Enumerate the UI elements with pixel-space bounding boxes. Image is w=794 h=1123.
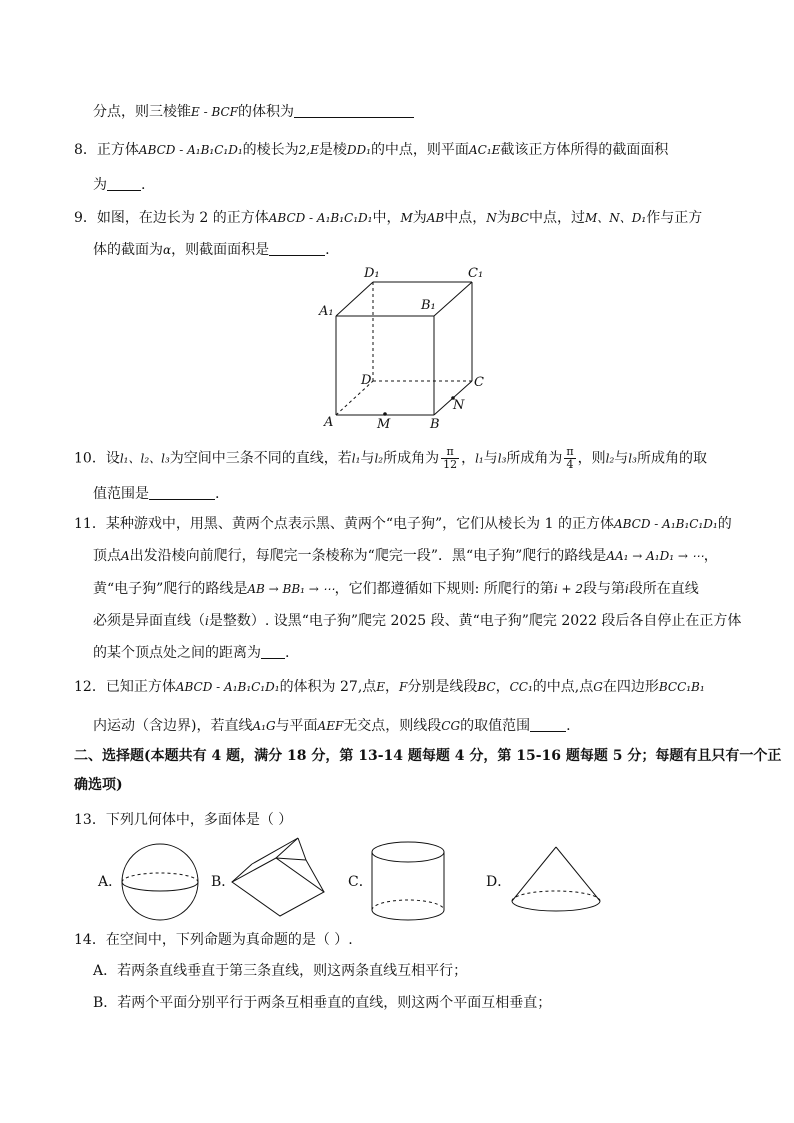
q14-line: 14．在空间中，下列命题为真命题的是（ ）. <box>74 932 353 948</box>
q10-line1: 10．设l₁、l₂、l₃为空间中三条不同的直线，若l₁与l₂所成角为 $\frac{\pi}{12}$ ，l₁与l₃所成角为 $\frac{\pi}{4}$ ，则l₂与l₃所成角的取 <box>74 445 707 471</box>
q11-line5: 的某个顶点处之间的距离为 . <box>93 645 290 661</box>
cone-icon <box>510 845 602 915</box>
section2-title: 二、选择题(本题共有 4 题，满分 18 分，第 13-14 题每题 4 分，第 15-16 题每题 5 分；每题有且只有一个正 <box>74 748 782 764</box>
q14-option-b[interactable]: B．若两个平面分别平行于两条互相垂直的直线，则这两个平面互相垂直； <box>93 995 552 1011</box>
q12-answer-blank[interactable] <box>530 717 566 732</box>
q12-line1: 12．已知正方体ABCD - A₁B₁C₁D₁的体积为 27,点E，F分别是线段BC，CC₁的中点,点G在四边形BCC₁B₁ <box>74 679 705 695</box>
section2-title-cont: 确选项) <box>74 777 123 793</box>
fraction-pi-4: $\frac{\pi}{4}$ <box>566 445 574 471</box>
label-n: N <box>453 398 465 413</box>
q9-line1: 9．如图，在边长为 2 的正方体ABCD - A₁B₁C₁D₁中，M为AB中点，N为BC中点，过M、N、D₁作与正方 <box>74 210 703 226</box>
q13-number: 13． <box>74 812 106 828</box>
q13-option-d[interactable]: D． <box>486 874 512 890</box>
q11-line3: 黄“电子狗”爬行的路线是AB → BB₁ → ⋯，它们都遵循如下规则: 所爬行的第i + 2段与第i段所在直线 <box>93 581 699 597</box>
q7-text2: 的体积为 <box>238 104 294 120</box>
q7-math: E - BCF <box>191 105 238 119</box>
q7-answer-blank[interactable] <box>294 103 414 118</box>
q10-line2: 值范围是 . <box>93 486 220 502</box>
q7-text: 分点，则三棱锥 <box>93 104 191 120</box>
sphere-icon <box>120 842 200 922</box>
q13-line: 13．下列几何体中，多面体是（ ） <box>74 812 293 828</box>
q13-option-c[interactable]: C． <box>348 874 373 890</box>
label-b: B <box>430 417 440 432</box>
q14-option-a[interactable]: A．若两条直线垂直于第三条直线，则这两条直线互相平行； <box>93 963 468 979</box>
label-b1: B₁ <box>421 298 436 313</box>
q9-line2: 体的截面为α，则截面面积是 . <box>93 242 330 258</box>
cylinder-icon <box>370 840 446 922</box>
q12-line2: 内运动（含边界)，若直线A₁G与平面AEF无交点，则线段CG的取值范围 . <box>93 718 571 734</box>
q13-option-b[interactable]: B． <box>211 874 236 890</box>
q7-tail-line <box>93 102 414 122</box>
q8-number: 8． <box>74 142 97 158</box>
cube-figure <box>310 262 500 432</box>
label-a1: A₁ <box>319 304 334 319</box>
q9-answer-blank[interactable] <box>269 241 325 256</box>
point-m <box>383 412 387 416</box>
q9-number: 9． <box>74 210 97 226</box>
prism-icon <box>232 836 332 918</box>
fraction-pi-12: $\frac{\pi}{12}$ <box>443 445 458 471</box>
q13-option-a[interactable]: A． <box>98 874 123 890</box>
q8-line2: 为 . <box>93 177 146 193</box>
q11-answer-blank[interactable] <box>261 644 285 659</box>
q12-number: 12． <box>74 679 106 695</box>
q8-line1: 8．正方体ABCD - A₁B₁C₁D₁的棱长为2,E是棱DD₁的中点，则平面AC₁E截该正方体所得的截面面积 <box>74 142 669 158</box>
q11-line2: 顶点A出发沿棱向前爬行，每爬完一条棱称为“爬完一段”．黑“电子狗”爬行的路线是AA₁ → A₁D₁ → ⋯， <box>93 548 718 564</box>
label-d1: D₁ <box>364 266 380 281</box>
label-m: M <box>377 417 391 432</box>
q10-answer-blank[interactable] <box>149 485 215 500</box>
q14-number: 14． <box>74 932 106 948</box>
label-a: A <box>324 415 334 430</box>
q11-line1: 11．某种游戏中，用黑、黄两个点表示黑、黄两个“电子狗”，它们从棱长为 1 的正方体ABCD - A₁B₁C₁D₁的 <box>74 516 732 532</box>
q10-number: 10． <box>74 450 106 467</box>
label-c: C <box>474 375 484 390</box>
q11-number: 11． <box>74 516 106 532</box>
q11-line4: 必须是异面直线（i是整数）. 设黑“电子狗”爬完 2025 段、黄“电子狗”爬完 2022 段后各自停止在正方体 <box>93 613 742 629</box>
label-c1: C₁ <box>468 266 484 281</box>
label-d: D <box>361 373 372 388</box>
q8-answer-blank[interactable] <box>107 176 141 191</box>
